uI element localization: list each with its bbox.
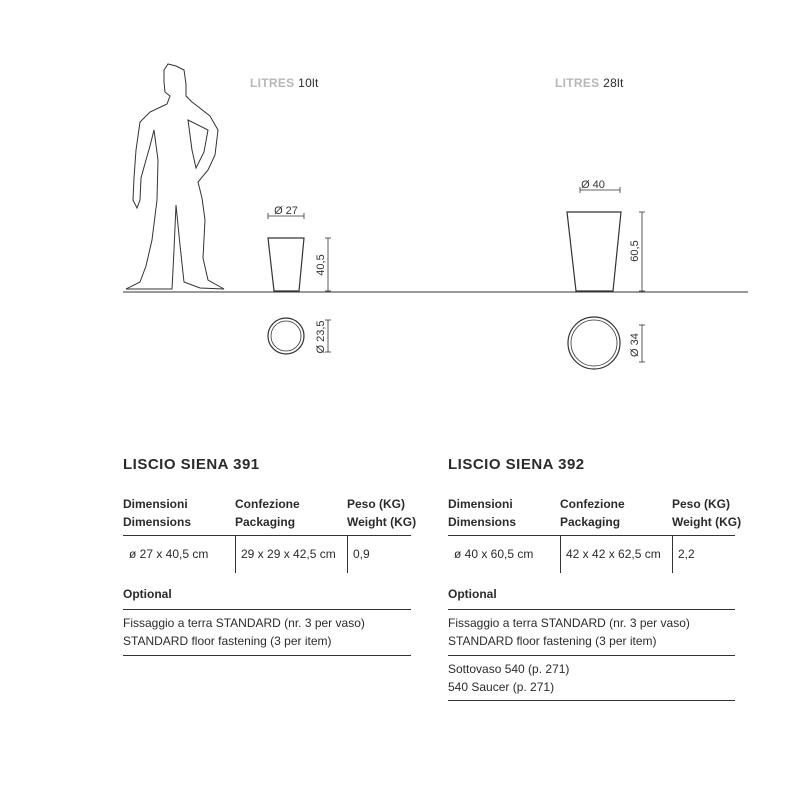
optional-item-it: Fissaggio a terra STANDARD (nr. 3 per vaso): [123, 616, 365, 630]
optional-label: Optional: [448, 587, 497, 601]
table-divider: [448, 535, 735, 536]
litres-label-391: [250, 76, 319, 90]
optional-divider: [448, 700, 735, 701]
optional-item: [448, 614, 690, 650]
header-packaging: [560, 495, 625, 531]
dim-height-392-label: 60,5: [629, 240, 641, 262]
header-dimensions-it: Dimensioni: [448, 497, 513, 511]
header-packaging: [235, 495, 300, 531]
litres-label-392: [555, 76, 624, 90]
dim-top-392-label: Ø 40: [581, 179, 605, 191]
cell-weight: 2,2: [678, 547, 695, 561]
product-title: LISCIO SIENA 391: [123, 456, 260, 473]
optional-item-it: Fissaggio a terra STANDARD (nr. 3 per vaso): [448, 616, 690, 630]
dim-base-391-label: Ø 23,5: [315, 320, 327, 354]
dim-height-391-label: 40,5: [315, 254, 327, 276]
header-packaging-it: Confezione: [235, 497, 300, 511]
pot-391-side-view: [268, 238, 304, 291]
optional-item: [123, 614, 365, 650]
optional-item-it: Sottovaso 540 (p. 271): [448, 662, 570, 676]
header-dimensions: [123, 495, 191, 531]
cell-dimensions: ø 40 x 60,5 cm: [454, 547, 534, 561]
cell-packaging: 29 x 29 x 42,5 cm: [241, 547, 336, 561]
human-silhouette-icon: [126, 64, 224, 289]
column-divider: [560, 536, 561, 573]
table-divider: [123, 535, 411, 536]
header-dimensions-it: Dimensioni: [123, 497, 188, 511]
header-packaging-en: Packaging: [560, 515, 621, 529]
header-weight-it: Peso (KG): [672, 497, 731, 511]
optional-divider: [448, 609, 735, 610]
product-card-392: [448, 456, 736, 473]
column-divider: [672, 536, 673, 573]
header-packaging-it: Confezione: [560, 497, 625, 511]
optional-divider: [123, 655, 411, 656]
product-card-391: [123, 456, 411, 473]
column-divider: [235, 536, 236, 573]
optional-divider: [448, 655, 735, 656]
dim-base-392-label: Ø 34: [629, 333, 641, 357]
header-dimensions: [448, 495, 516, 531]
header-weight-it: Peso (KG): [347, 497, 406, 511]
header-weight-en: Weight (KG): [672, 515, 742, 529]
cell-packaging: 42 x 42 x 62,5 cm: [566, 547, 661, 561]
pot-391-top-view: [268, 318, 304, 354]
dim-top-391-label: Ø 27: [274, 205, 298, 217]
optional-item-en: STANDARD floor fastening (3 per item): [448, 634, 657, 648]
litres-key: LITRES: [250, 76, 295, 90]
optional-divider: [123, 609, 411, 610]
cell-weight: 0,9: [353, 547, 370, 561]
column-divider: [347, 536, 348, 573]
optional-item-en: STANDARD floor fastening (3 per item): [123, 634, 332, 648]
header-packaging-en: Packaging: [235, 515, 296, 529]
litres-value: 10lt: [298, 76, 319, 90]
optional-item-en: 540 Saucer (p. 271): [448, 680, 555, 694]
header-weight: [672, 495, 741, 531]
optional-item: [448, 660, 569, 696]
product-title: LISCIO SIENA 392: [448, 456, 585, 473]
header-weight: [347, 495, 416, 531]
litres-value: 28lt: [603, 76, 624, 90]
pot-392-top-view: [568, 317, 620, 369]
header-weight-en: Weight (KG): [347, 515, 417, 529]
header-dimensions-en: Dimensions: [448, 515, 517, 529]
litres-key: LITRES: [555, 76, 600, 90]
pot-392-side-view: [567, 212, 621, 291]
header-dimensions-en: Dimensions: [123, 515, 192, 529]
optional-label: Optional: [123, 587, 172, 601]
cell-dimensions: ø 27 x 40,5 cm: [129, 547, 209, 561]
